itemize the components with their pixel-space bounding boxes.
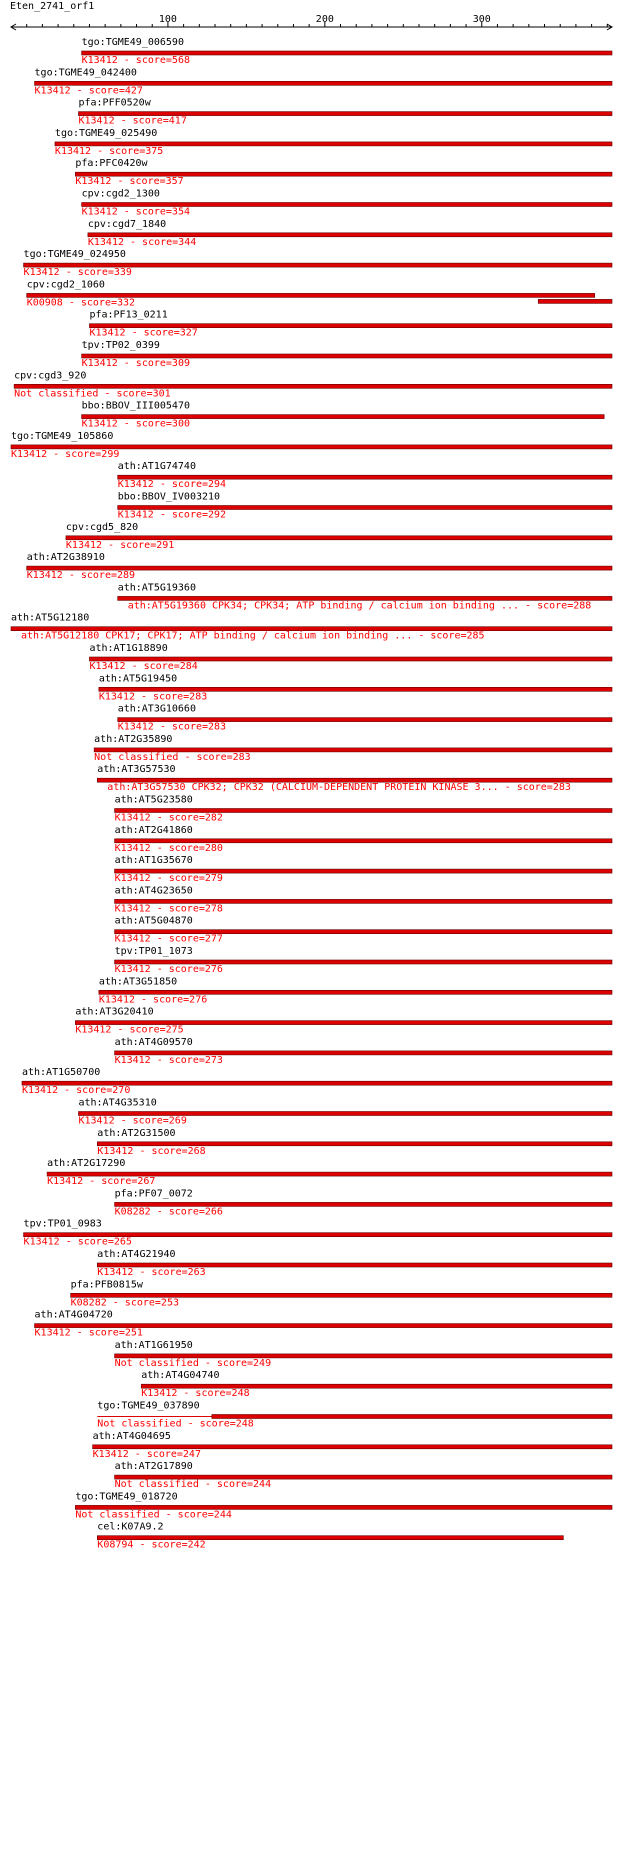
hit-annotation: K13412 - score=273 (114, 1054, 223, 1066)
hit-annotation: K13412 - score=299 (11, 448, 120, 460)
hit-label: ath:AT4G23650 (114, 885, 193, 897)
hit-label: ath:AT1G74740 (117, 461, 196, 473)
hit-annotation: ath:AT5G12180 CPK17; CPK17; ATP binding / calcium ion binding ... - score=285 (21, 630, 485, 642)
hit-label: ath:AT5G12180 (11, 612, 90, 624)
hit-annotation: K13412 - score=282 (114, 812, 223, 824)
hit-annotation: K13412 - score=279 (114, 873, 223, 885)
hit-row (118, 704, 612, 733)
hit-label: tpv:TP01_1073 (114, 946, 193, 957)
hit-annotation: K13412 - score=265 (23, 1236, 132, 1248)
hit-label: ath:AT2G17290 (47, 1158, 126, 1170)
hit-label: ath:AT3G57530 (97, 764, 176, 776)
hit-label: tpv:TP02_0399 (81, 340, 160, 351)
hit-label: ath:AT2G17890 (114, 1461, 193, 1473)
hit-row (82, 401, 605, 430)
hit-label: bbo:BBOV_III005470 (81, 400, 190, 412)
hit-annotation: K13412 - score=269 (78, 1115, 187, 1127)
hit-bar-secondary (538, 299, 612, 303)
hit-row (115, 1037, 612, 1066)
hit-label: bbo:BBOV_IV003210 (117, 491, 221, 503)
hit-label: tpv:TP01_0983 (23, 1218, 102, 1230)
hit-row (99, 673, 612, 702)
hit-annotation: K08282 - score=253 (70, 1297, 180, 1309)
hit-label: ath:AT4G09570 (114, 1036, 193, 1048)
hit-row (88, 219, 612, 248)
hit-annotation: K13412 - score=251 (34, 1327, 143, 1339)
hit-annotation: K13412 - score=270 (21, 1085, 131, 1097)
hit-label: pfa:PF07_0072 (114, 1188, 193, 1200)
hit-annotation: K13412 - score=280 (114, 842, 223, 854)
hit-row (97, 764, 612, 793)
hit-row (115, 885, 612, 914)
hit-row (75, 1491, 612, 1520)
hit-annotation: K13412 - score=375 (54, 145, 164, 157)
ruler-tick-label: 100 (158, 14, 177, 25)
hit-row (47, 1158, 612, 1187)
hit-annotation: K00908 - score=332 (26, 297, 136, 309)
hit-row (35, 1310, 612, 1339)
hit-label: ath:AT1G35670 (114, 855, 193, 867)
hit-label: cpv:cgd3_920 (14, 370, 87, 382)
hit-label: pfa:PFF0520w (78, 97, 151, 109)
hit-annotation: K13412 - score=339 (23, 267, 132, 279)
hit-row (82, 37, 612, 66)
hit-label: tgo:TGME49_105860 (11, 430, 114, 442)
hit-row (24, 249, 612, 278)
hit-row (71, 1279, 612, 1308)
hit-row (89, 310, 612, 339)
hit-label: tgo:TGME49_024950 (23, 249, 126, 261)
hit-label: ath:AT4G35310 (78, 1097, 157, 1109)
hit-row (118, 492, 612, 521)
hit-annotation: K13412 - score=327 (89, 327, 198, 339)
hit-annotation: Not classified - score=248 (97, 1418, 254, 1430)
hit-label: ath:AT5G19360 (117, 582, 196, 594)
hit-row (115, 1340, 612, 1369)
hit-annotation: ath:AT3G57530 CPK32; CPK32 (CALCIUM-DEPENDENT PROTEIN KINASE 3... - score=283 (107, 782, 571, 794)
hit-annotation: K13412 - score=268 (97, 1145, 206, 1157)
hit-row (97, 1249, 612, 1278)
hit-label: ath:AT3G20410 (75, 1006, 154, 1018)
hit-label: ath:AT4G04740 (141, 1370, 220, 1382)
hit-row (22, 1067, 612, 1096)
hit-annotation: Not classified - score=301 (14, 388, 171, 400)
hit-row (115, 795, 612, 824)
hit-row (97, 1401, 612, 1430)
hit-annotation: K13412 - score=300 (81, 418, 190, 430)
hit-row (97, 1522, 563, 1551)
hit-label: ath:AT3G51850 (98, 976, 178, 988)
hit-row (141, 1370, 612, 1399)
hit-label: cel:K07A9.2 (97, 1521, 164, 1533)
hit-label: ath:AT1G18890 (89, 643, 168, 654)
hit-annotation: Not classified - score=244 (114, 1479, 272, 1491)
hit-label: ath:AT5G04870 (114, 915, 193, 927)
ruler-tick-label: 300 (472, 14, 491, 25)
hit-annotation: K13412 - score=276 (98, 994, 208, 1006)
hit-row (78, 98, 612, 127)
hit-label: ath:AT4G04720 (34, 1309, 113, 1321)
hit-label: cpv:cgd2_1060 (26, 279, 105, 291)
hit-annotation: K13412 - score=267 (47, 1176, 156, 1188)
hit-bar (212, 1415, 612, 1419)
hit-label: ath:AT4G04695 (92, 1430, 171, 1442)
hit-annotation: K13412 - score=289 (26, 570, 136, 582)
hit-annotation: K13412 - score=354 (81, 206, 190, 218)
hit-label: ath:AT5G19450 (98, 673, 178, 685)
hit-annotation: K13412 - score=283 (98, 691, 208, 703)
hit-row (75, 158, 612, 187)
hit-label: ath:AT1G61950 (114, 1339, 193, 1351)
hit-annotation: K13412 - score=284 (89, 661, 198, 672)
hit-annotation: K13412 - score=275 (75, 1024, 184, 1036)
hit-label: ath:AT2G38910 (26, 552, 105, 564)
hit-annotation: ath:AT5G19360 CPK34; CPK34; ATP binding / calcium ion binding ... - score=288 (127, 600, 592, 612)
hit-row (11, 613, 612, 642)
hit-annotation: K13412 - score=417 (78, 115, 187, 127)
hit-annotation: Not classified - score=244 (75, 1509, 232, 1521)
hit-row (115, 1188, 612, 1217)
hit-annotation: K13412 - score=292 (117, 509, 227, 521)
hit-annotation: K13412 - score=278 (114, 903, 223, 915)
hit-annotation: K13412 - score=291 (65, 539, 175, 551)
hit-annotation: K13412 - score=294 (117, 479, 227, 491)
hit-label: tgo:TGME49_006590 (81, 37, 184, 48)
hit-row (27, 552, 612, 581)
hit-row (99, 976, 612, 1005)
hit-annotation: K13412 - score=344 (87, 236, 197, 248)
hit-label: tgo:TGME49_042400 (34, 67, 137, 79)
hit-label: pfa:PFB0815w (70, 1279, 143, 1291)
hit-annotation: K13412 - score=248 (141, 1388, 250, 1400)
hit-list (11, 37, 612, 1551)
hit-row (75, 1007, 612, 1036)
hit-row (115, 1461, 612, 1490)
hit-label: ath:AT4G21940 (97, 1249, 176, 1260)
hit-label: ath:AT1G50700 (21, 1067, 101, 1079)
hit-annotation: K13412 - score=357 (75, 176, 184, 188)
hit-row (66, 522, 612, 551)
hit-row (78, 1098, 612, 1127)
hit-label: ath:AT5G23580 (114, 794, 193, 806)
hit-annotation: K08794 - score=242 (97, 1539, 206, 1551)
hit-label: ath:AT2G41860 (114, 824, 193, 836)
hit-annotation: Not classified - score=283 (94, 751, 251, 763)
hit-label: tgo:TGME49_037890 (97, 1400, 200, 1412)
hit-row (97, 1128, 612, 1157)
hit-label: tgo:TGME49_025490 (54, 127, 158, 139)
hit-label: ath:AT2G31500 (97, 1127, 176, 1139)
hit-label: ath:AT2G35890 (94, 733, 173, 745)
hit-annotation: Not classified - score=249 (114, 1357, 272, 1369)
hit-label: cpv:cgd5_820 (65, 521, 139, 533)
hit-row (115, 946, 612, 975)
query-name: Eten_2741_orf1 (10, 1, 95, 12)
hit-annotation: K13412 - score=263 (97, 1267, 206, 1278)
hit-row (115, 825, 612, 854)
hit-row (118, 461, 612, 490)
hit-row (24, 1219, 612, 1248)
hit-row (55, 128, 612, 157)
hit-label: cpv:cgd2_1300 (81, 188, 160, 200)
hit-row (94, 734, 612, 763)
hit-annotation: K13412 - score=283 (117, 721, 227, 733)
ruler (11, 14, 612, 30)
hit-label: ath:AT3G10660 (117, 703, 196, 715)
hit-annotation: K13412 - score=309 (81, 358, 190, 369)
ruler-tick-label: 200 (315, 14, 334, 25)
hit-row (82, 189, 612, 218)
hit-row (118, 582, 612, 611)
hit-annotation: K08282 - score=266 (114, 1206, 223, 1218)
hit-row (35, 67, 612, 96)
hit-label: pfa:PF13_0211 (89, 309, 168, 321)
hit-annotation: K13412 - score=247 (92, 1448, 201, 1460)
hit-row (93, 1431, 612, 1460)
hit-row (82, 340, 612, 369)
hit-annotation: K13412 - score=427 (34, 85, 143, 97)
hit-annotation: K13412 - score=276 (114, 964, 223, 975)
hit-row (89, 643, 612, 672)
hit-row (11, 431, 612, 460)
hit-row (14, 370, 612, 399)
hit-annotation: K13412 - score=277 (114, 933, 223, 945)
hit-row (27, 279, 612, 308)
hit-row (115, 916, 612, 945)
hit-label: tgo:TGME49_018720 (75, 1491, 178, 1503)
hit-label: pfa:PFC0420w (75, 158, 148, 170)
hit-annotation: K13412 - score=568 (81, 55, 190, 66)
hit-row (115, 855, 612, 884)
hit-label: cpv:cgd7_1840 (87, 218, 167, 230)
